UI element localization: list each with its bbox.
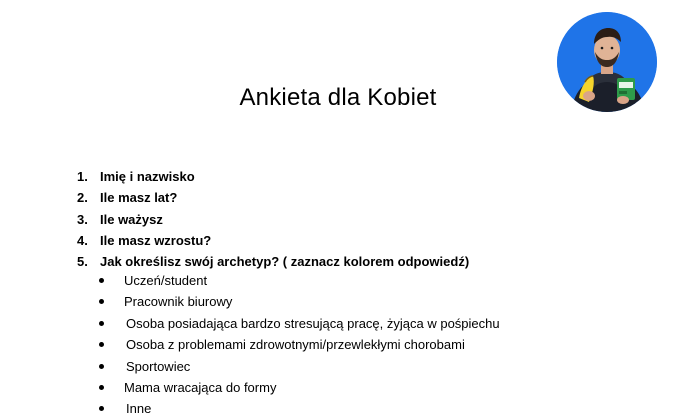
answer-option-label: Mama wracająca do formy: [124, 379, 277, 395]
answer-option-label: Inne: [126, 401, 152, 417]
question-text: Jak określisz swój archetyp? ( zaznacz kolorem odpowiedź): [100, 254, 470, 270]
bullet-icon: [99, 385, 104, 390]
question-text: Ile ważysz: [100, 211, 163, 227]
answer-option-label: Pracownik biurowy: [124, 294, 233, 310]
bullet-icon: [99, 299, 104, 304]
question-number: 1.: [77, 169, 88, 184]
question-number: 2.: [77, 190, 88, 206]
bullet-icon: [99, 342, 104, 347]
answer-option-label: Uczeń/student: [124, 273, 208, 288]
question-number: 4.: [77, 232, 88, 248]
question-number: 5.: [77, 254, 88, 270]
question-text: Ile masz lat?: [100, 190, 178, 206]
answer-option-label: Osoba z problemami zdrowotnymi/przewlekłymi chorobami: [126, 337, 465, 353]
question-text: Imię i nazwisko: [100, 169, 195, 184]
bullet-icon: [99, 278, 104, 283]
answer-option-label: Sportowiec: [126, 358, 191, 374]
bullet-icon: [99, 321, 104, 326]
answer-option-label: Osoba posiadająca bardzo stresującą pracę, żyjąca w pośpiechu: [126, 315, 500, 331]
page-title: Ankieta dla Kobiet: [239, 84, 437, 111]
bullet-icon: [99, 406, 104, 411]
question-number: 3.: [77, 211, 88, 227]
bullet-icon: [99, 364, 104, 369]
question-text: Ile masz wzrostu?: [100, 232, 212, 248]
